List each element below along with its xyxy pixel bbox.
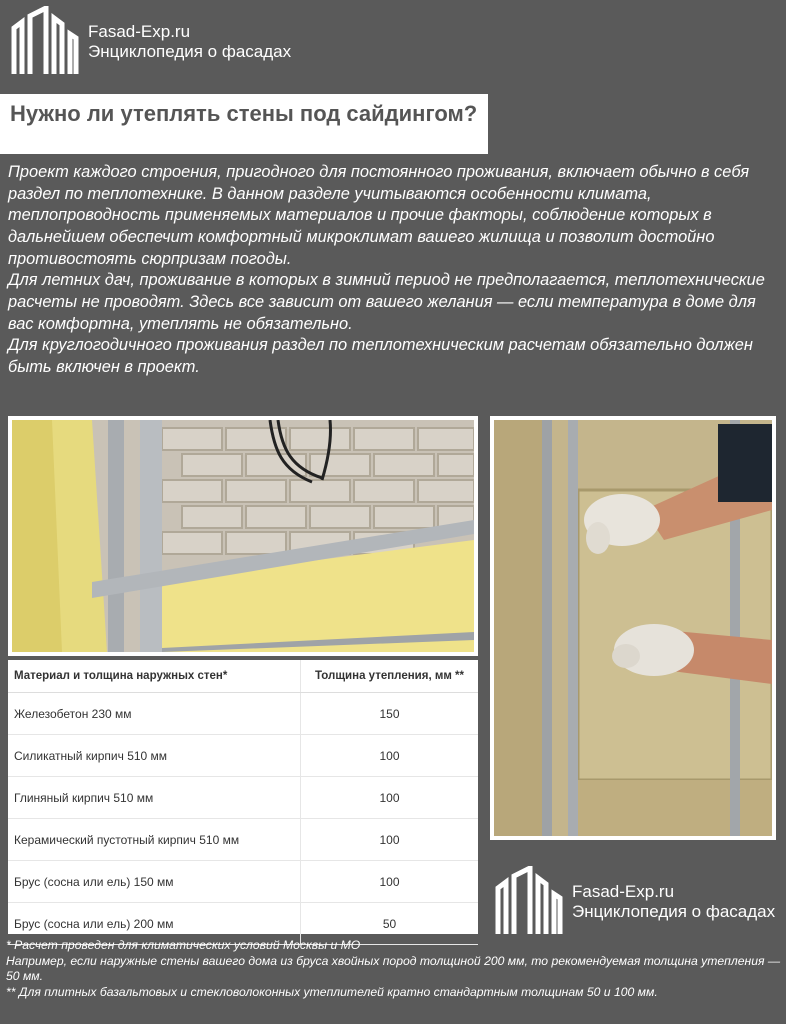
table-row — [8, 819, 478, 861]
table-row — [8, 735, 478, 777]
footnote-2: ** Для плитных базальтовых и стекловолоконных утеплителей кратно стандартным толщинам 50 и 100 мм. — [6, 984, 658, 999]
table-row — [8, 861, 478, 903]
table-cell-material: Брус (сосна или ель) 150 мм — [8, 861, 301, 903]
photo-installing-mineral-wool — [490, 416, 776, 840]
intro-text — [8, 162, 778, 379]
photo-brick-wall-insulation — [8, 416, 478, 656]
insulation-thickness-table — [8, 660, 478, 945]
table-row — [8, 777, 478, 819]
footnote-1: * Расчет проведен для климатических условий Москвы и МО — [6, 938, 361, 952]
intro-paragraph-3: Для круглогодичного проживания раздел по теплотехническим расчетам обязательно должен быть включен в проект. — [8, 336, 753, 376]
logo-tagline: Энциклопедия о фасадах — [88, 42, 292, 61]
table-row — [8, 693, 478, 735]
table-cell-material: Силикатный кирпич 510 мм — [8, 735, 301, 777]
table-cell-thickness: 100 — [301, 861, 479, 903]
table-cell-material: Брус (сосна или ель) 200 мм — [8, 903, 301, 945]
intro-paragraph-1: Проект каждого строения, пригодного для постоянного проживания, включает обычно в себя раздел по теплотехнике. В данном разделе учитываются особенности климата, теплопроводность применяемых материалов и прочие факторы, соблюдение которых в дальнейшем обеспечит комфортный микроклимат вашего жилища и позволит достойно противостоять сюрпризам погоды. — [8, 163, 750, 268]
page-title: Нужно ли утеплять стены под сайдингом? — [10, 101, 478, 126]
table-header-thickness: Толщина утепления, мм ** — [301, 660, 479, 693]
table-cell-thickness: 100 — [301, 735, 479, 777]
table-cell-thickness: 100 — [301, 819, 479, 861]
insulation-table — [8, 660, 478, 934]
footnote-example: Например, если наружные стены вашего дома из бруса хвойных пород толщиной 200 мм, то рекомендуемая толщина утепления — 50 мм. — [6, 953, 781, 984]
insulation-install-photo — [494, 420, 772, 836]
table-header-material: Материал и толщина наружных стен* — [8, 660, 301, 693]
table-cell-material: Керамический пустотный кирпич 510 мм — [8, 819, 301, 861]
building-logo-icon — [492, 866, 564, 938]
table-cell-material: Глиняный кирпич 510 мм — [8, 777, 301, 819]
logo-site-name: Fasad-Exp.ru — [572, 881, 675, 901]
logo-tagline: Энциклопедия о фасадах — [572, 902, 776, 921]
logo-top — [8, 6, 291, 78]
logo-bottom — [492, 866, 775, 938]
logo-site-name: Fasad-Exp.ru — [88, 21, 191, 41]
table-cell-thickness: 100 — [301, 777, 479, 819]
footnotes — [6, 938, 782, 1000]
table-cell-thickness: 50 — [301, 903, 479, 945]
intro-paragraph-2: Для летних дач, проживание в которых в зимний период не предполагается, теплотехнические расчеты не проводят. Здесь все зависит от вашего желания — если температура в доме для вас комфортна, утеплять не обязательно. — [8, 271, 765, 333]
table-cell-thickness: 150 — [301, 693, 479, 735]
building-logo-icon — [8, 6, 80, 78]
table-header-row — [8, 660, 478, 693]
brick-wall-photo — [12, 420, 474, 652]
title-box — [0, 94, 488, 154]
table-cell-material: Железобетон 230 мм — [8, 693, 301, 735]
